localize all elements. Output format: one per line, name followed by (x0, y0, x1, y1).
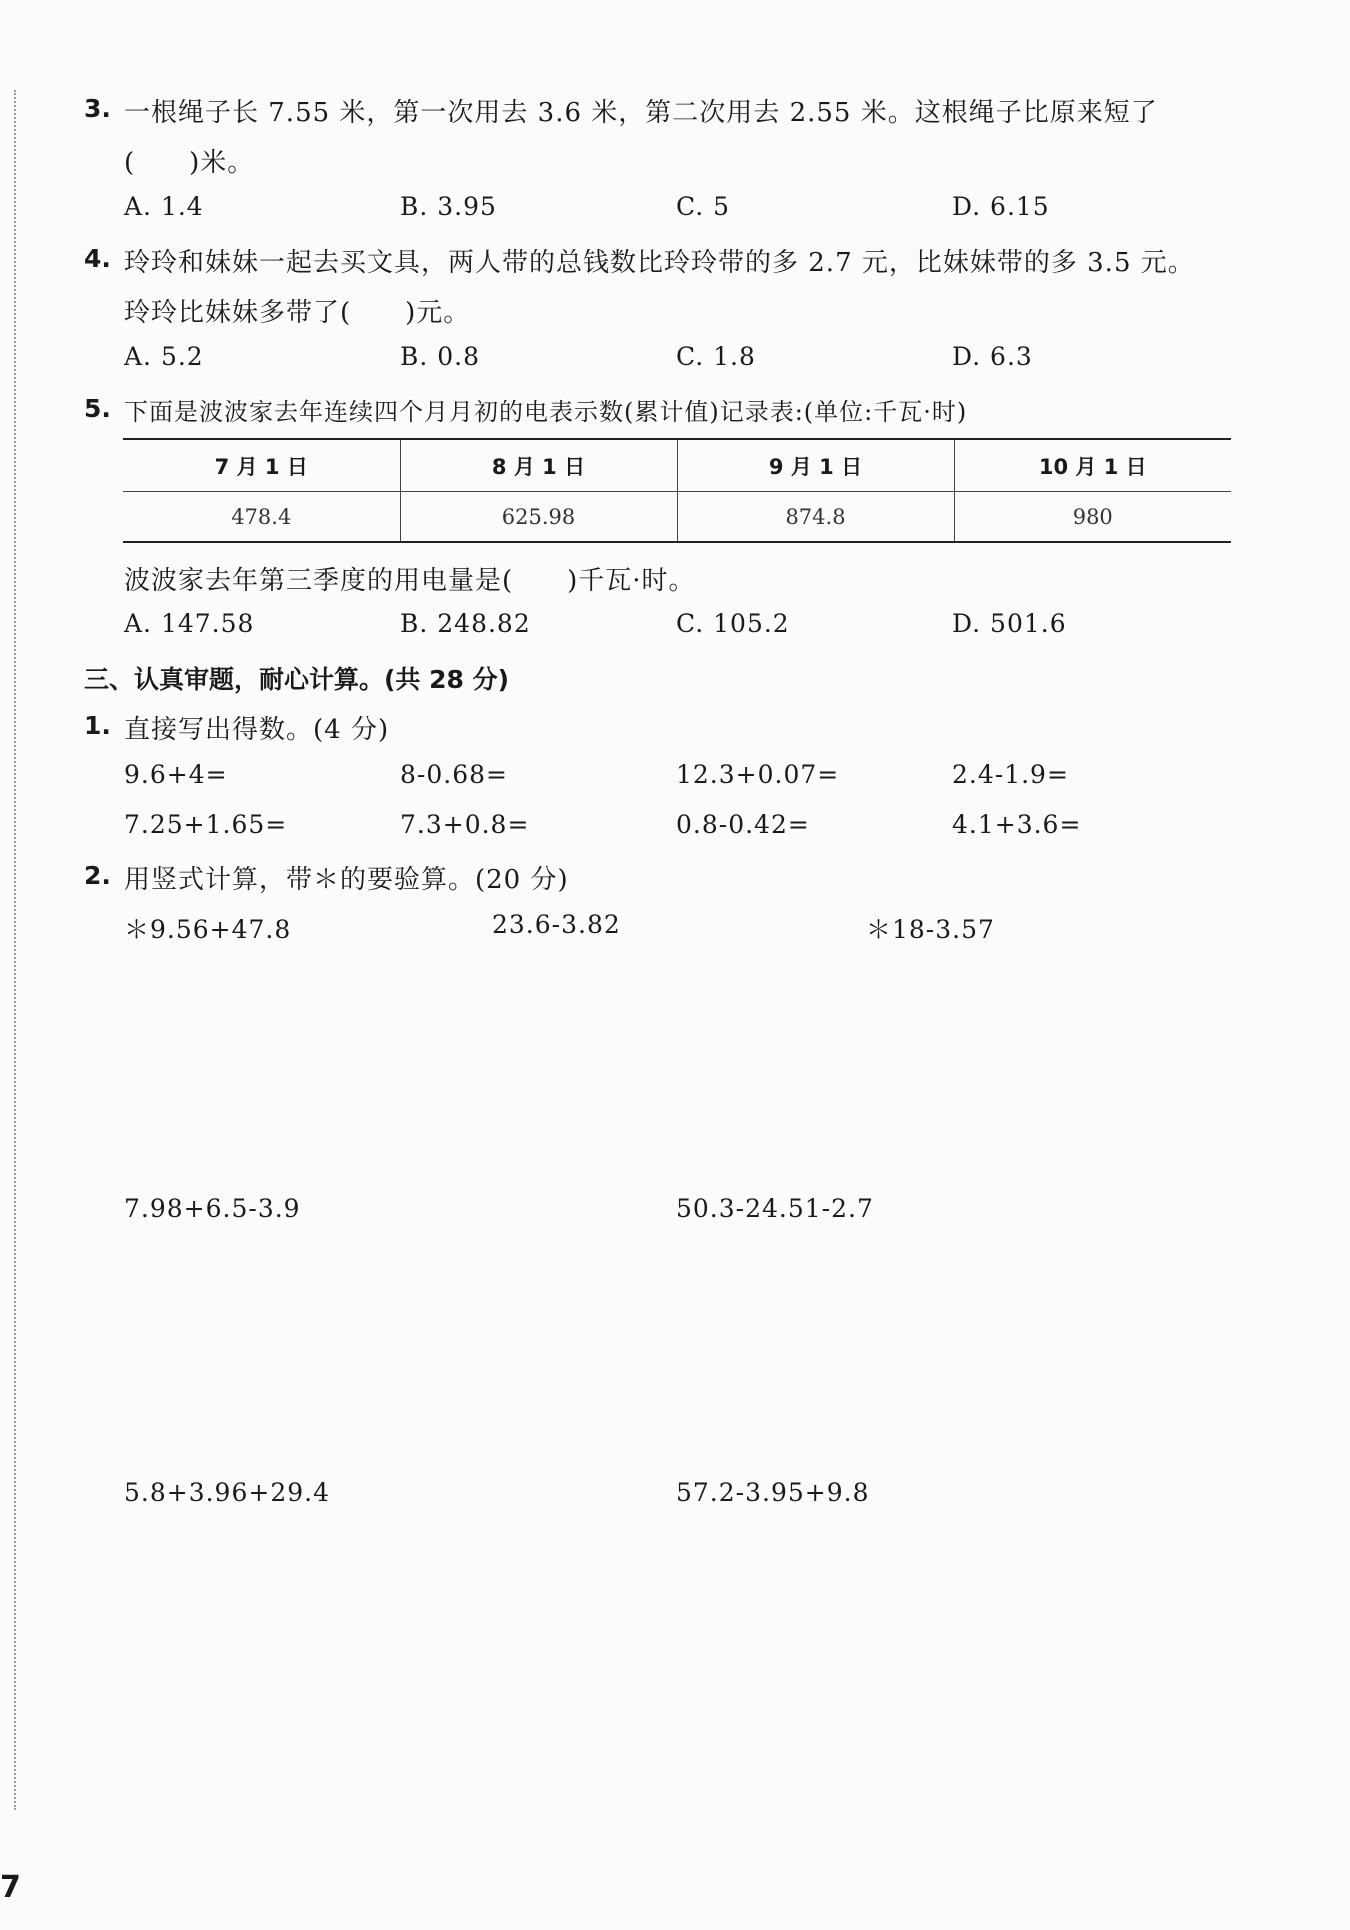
q3-option-d[interactable]: D. 6.15 (952, 192, 1050, 221)
q4-option-d[interactable]: D. 6.3 (952, 342, 1033, 371)
q5-text-line1: 下面是波波家去年连续四个月月初的电表示数(累计值)记录表:(单位:千瓦·时) (124, 398, 968, 426)
vertical-calc-item: 5.8+3.96+29.4 (124, 1478, 330, 1507)
q5-number: 5. (84, 394, 111, 423)
s3-p1-title: 直接写出得数。(4 分) (124, 715, 390, 745)
vertical-calc-item: ＊18-3.57 (866, 915, 995, 944)
vertical-calc-item: 50.3-24.51-2.7 (676, 1194, 874, 1223)
q3-text-line1: 一根绳子长 7.55 米，第一次用去 3.6 米，第二次用去 2.55 米。这根绳子比原来短了 (124, 98, 1158, 128)
mental-math-item: 12.3+0.07= (676, 760, 840, 789)
table-row (123, 492, 1231, 543)
mental-math-item: 7.3+0.8= (400, 810, 530, 839)
q4-option-a[interactable]: A. 5.2 (124, 342, 204, 371)
vertical-calc-item: 7.98+6.5-3.9 (124, 1194, 301, 1223)
s3-p2-number: 2. (84, 861, 111, 890)
q5-option-a[interactable]: A. 147.58 (124, 609, 255, 638)
q3-number: 3. (84, 94, 111, 123)
table-header-cell: 7 月 1 日 (123, 439, 400, 492)
table-cell: 980 (954, 492, 1231, 543)
section-3-title: 三、认真审题，耐心计算。(共 28 分) (84, 665, 510, 694)
mental-math-item: 0.8-0.42= (676, 810, 810, 839)
q4-option-b[interactable]: B. 0.8 (400, 342, 481, 371)
q5-option-c[interactable]: C. 105.2 (676, 609, 790, 638)
mental-math-item: 9.6+4= (124, 760, 228, 789)
s3-p1-number: 1. (84, 711, 111, 740)
mental-math-item: 8-0.68= (400, 760, 508, 789)
table-header-cell: 9 月 1 日 (677, 439, 954, 492)
vertical-calc-item: 23.6-3.82 (492, 910, 621, 939)
table-cell: 625.98 (400, 492, 677, 543)
s3-p2-title: 用竖式计算，带＊的要验算。(20 分) (124, 865, 569, 895)
q3-option-b[interactable]: B. 3.95 (400, 192, 497, 221)
mental-math-item: 4.1+3.6= (952, 810, 1082, 839)
table-header-cell: 10 月 1 日 (954, 439, 1231, 492)
table-header-cell: 8 月 1 日 (400, 439, 677, 492)
q4-number: 4. (84, 244, 111, 273)
binding-margin-line (14, 90, 16, 1810)
q4-option-c[interactable]: C. 1.8 (676, 342, 756, 371)
mental-math-item: 7.25+1.65= (124, 810, 288, 839)
table-cell: 478.4 (231, 504, 292, 529)
q4-text-line1: 玲玲和妹妹一起去买文具，两人带的总钱数比玲玲带的多 2.7 元，比妹妹带的多 3.5 元。 (124, 248, 1195, 278)
q3-text-line2: ( )米。 (124, 148, 255, 178)
q5-option-d[interactable]: D. 501.6 (952, 609, 1067, 638)
vertical-calc-item: 57.2-3.95+9.8 (676, 1478, 870, 1507)
table-header-row (123, 439, 1231, 492)
vertical-calc-item: ＊9.56+47.8 (124, 915, 292, 944)
electricity-meter-table (123, 438, 1231, 543)
page-number: 7 (0, 1870, 21, 1905)
q5-option-b[interactable]: B. 248.82 (400, 609, 531, 638)
q4-text-line2: 玲玲比妹妹多带了( )元。 (124, 298, 471, 328)
mental-math-item: 2.4-1.9= (952, 760, 1069, 789)
table-cell: 874.8 (677, 492, 954, 543)
q5-question: 波波家去年第三季度的用电量是( )千瓦·时。 (124, 566, 696, 596)
q3-option-c[interactable]: C. 5 (676, 192, 731, 221)
q3-option-a[interactable]: A. 1.4 (124, 192, 204, 221)
